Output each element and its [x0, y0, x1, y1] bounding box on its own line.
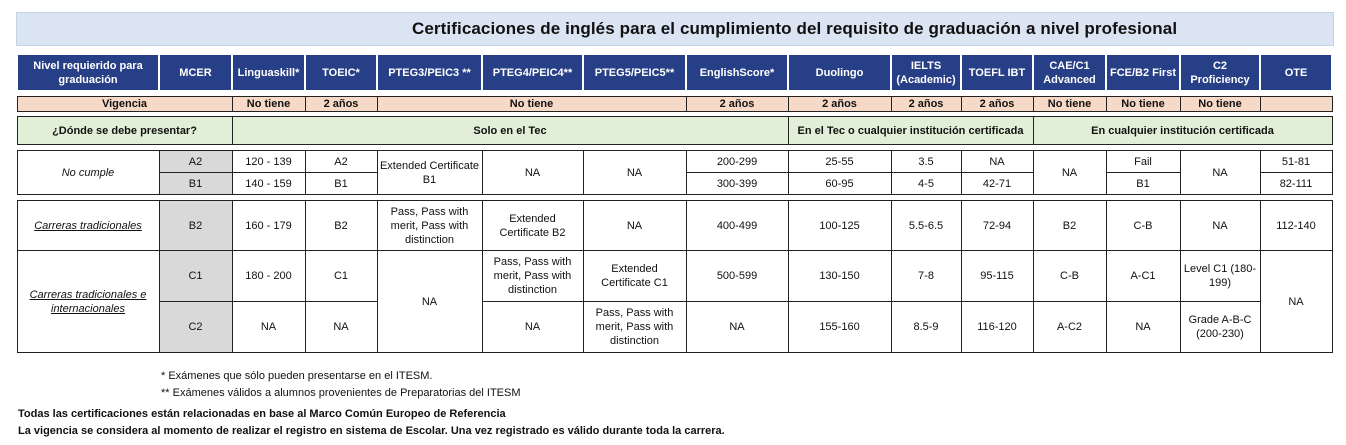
- cell: Extended Certificate B1: [377, 151, 482, 195]
- cell: B1: [1106, 173, 1180, 195]
- cell: 72-94: [961, 201, 1033, 251]
- cell: 3.5: [891, 151, 961, 173]
- vigencia-row: [17, 97, 1332, 112]
- donde-cualquier: En cualquier institución certificada: [1033, 117, 1332, 145]
- cell: A-C2: [1033, 302, 1106, 353]
- vigencia-toefl: 2 años: [961, 97, 1033, 112]
- header-ielts: IELTS (Academic): [891, 54, 961, 91]
- header-englishscore: EnglishScore*: [686, 54, 788, 91]
- cell: NA: [377, 251, 482, 353]
- header-ote: OTE: [1260, 54, 1332, 91]
- cell: 25-55: [788, 151, 891, 173]
- cell: 200-299: [686, 151, 788, 173]
- table-row-a2: [17, 151, 1332, 173]
- vigencia-pte: No tiene: [377, 97, 686, 112]
- header-duolingo: Duolingo: [788, 54, 891, 91]
- cell: 130-150: [788, 251, 891, 302]
- donde-label: ¿Dónde se debe presentar?: [17, 117, 232, 145]
- header-nivel: Nivel requierido para graduación: [17, 54, 159, 91]
- cell: Pass, Pass with merit, Pass with distinction: [482, 251, 583, 302]
- cell: NA: [1180, 201, 1260, 251]
- cell: NA: [1180, 151, 1260, 195]
- cell: Grade A-B-C (200-230): [1180, 302, 1260, 353]
- level-tradicionales-text: Carreras tradicionales: [34, 219, 142, 232]
- header-c2: C2 Proficiency: [1180, 54, 1260, 91]
- cell: NA: [1033, 151, 1106, 195]
- cell: Extended Certificate C1: [583, 251, 686, 302]
- cell: NA: [961, 151, 1033, 173]
- header-toeic: TOEIC*: [305, 54, 377, 91]
- cell: 120 - 139: [232, 151, 305, 173]
- cell: B2: [1033, 201, 1106, 251]
- table-row-b2: [17, 201, 1332, 251]
- vigencia-ote: [1260, 97, 1332, 112]
- cell: Pass, Pass with merit, Pass with distinction: [583, 302, 686, 353]
- cell: NA: [305, 302, 377, 353]
- donde-solo-tec: Solo en el Tec: [232, 117, 788, 145]
- cell: 112-140: [1260, 201, 1332, 251]
- vigencia-label: Vigencia: [17, 97, 232, 112]
- cell: 95-115: [961, 251, 1033, 302]
- cell: 5.5-6.5: [891, 201, 961, 251]
- cell: 60-95: [788, 173, 891, 195]
- vigencia-duolingo: 2 años: [788, 97, 891, 112]
- vigencia-fce: No tiene: [1106, 97, 1180, 112]
- cell: A-C1: [1106, 251, 1180, 302]
- level-internacionales-text: Carreras tradicionales e internacionales: [29, 288, 147, 315]
- header-linguaskill: Linguaskill*: [232, 54, 305, 91]
- header-pteg3: PTEG3/PEIC3 **: [377, 54, 482, 91]
- mcer-b2: B2: [159, 201, 232, 251]
- cell: NA: [686, 302, 788, 353]
- level-tradicionales: [17, 201, 159, 251]
- cell: Level C1 (180-199): [1180, 251, 1260, 302]
- header-fce: FCE/B2 First: [1106, 54, 1180, 91]
- cell: 300-399: [686, 173, 788, 195]
- cell: 140 - 159: [232, 173, 305, 195]
- mcer-a2: A2: [159, 151, 232, 173]
- cell: NA: [1106, 302, 1180, 353]
- cell: B1: [305, 173, 377, 195]
- cell: 82-111: [1260, 173, 1332, 195]
- header-pteg5: PTEG5/PEIC5**: [583, 54, 686, 91]
- cell: 7-8: [891, 251, 961, 302]
- page-title: Certificaciones de inglés para el cumplimiento del requisito de graduación a nivel profesional: [412, 19, 1178, 38]
- donde-row: [17, 117, 1332, 145]
- note-2: ** Exámenes válidos a alumnos provenientes de Preparatorias del ITESM: [161, 387, 521, 399]
- cell: 4-5: [891, 173, 961, 195]
- header-mcer: MCER: [159, 54, 232, 91]
- cell: 42-71: [961, 173, 1033, 195]
- cell: C1: [305, 251, 377, 302]
- vigencia-cae: No tiene: [1033, 97, 1106, 112]
- cell: Pass, Pass with merit, Pass with distinction: [377, 201, 482, 251]
- vigencia-englishscore: 2 años: [686, 97, 788, 112]
- cell: C-B: [1033, 251, 1106, 302]
- level-no-cumple: No cumple: [17, 151, 159, 195]
- header-toefl: TOEFL IBT: [961, 54, 1033, 91]
- footer-2: La vigencia se considera al momento de realizar el registro en sistema de Escolar. Una vez registrado es válido durante toda la carrera.: [18, 425, 725, 437]
- header-pteg4: PTEG4/PEIC4**: [482, 54, 583, 91]
- level-internacionales: [17, 251, 159, 353]
- cell: 160 - 179: [232, 201, 305, 251]
- vigencia-c2: No tiene: [1180, 97, 1260, 112]
- header-row: [17, 54, 1332, 91]
- cell: 116-120: [961, 302, 1033, 353]
- donde-tec-o-cualquier: En el Tec o cualquier institución certificada: [788, 117, 1033, 145]
- cell: Fail: [1106, 151, 1180, 173]
- cell: C-B: [1106, 201, 1180, 251]
- cell: 51-81: [1260, 151, 1332, 173]
- cell: 400-499: [686, 201, 788, 251]
- title-bar: [16, 12, 1334, 46]
- certifications-table: [16, 53, 1333, 353]
- cell: B2: [305, 201, 377, 251]
- vigencia-toeic: 2 años: [305, 97, 377, 112]
- cell: 100-125: [788, 201, 891, 251]
- cell: 8.5-9: [891, 302, 961, 353]
- cell: NA: [1260, 251, 1332, 353]
- cell: 500-599: [686, 251, 788, 302]
- mcer-c2: C2: [159, 302, 232, 353]
- cell: 180 - 200: [232, 251, 305, 302]
- header-cae: CAE/C1 Advanced: [1033, 54, 1106, 91]
- table-row-c1: [17, 251, 1332, 302]
- table-row-c2: [17, 302, 1332, 353]
- cell: 155-160: [788, 302, 891, 353]
- cell: A2: [305, 151, 377, 173]
- cell: Extended Certificate B2: [482, 201, 583, 251]
- vigencia-ielts: 2 años: [891, 97, 961, 112]
- footer-1: Todas las certificaciones están relacionadas en base al Marco Común Europeo de Referencia: [18, 408, 506, 420]
- note-1: * Exámenes que sólo pueden presentarse en el ITESM.: [161, 370, 433, 382]
- mcer-b1: B1: [159, 173, 232, 195]
- cell: NA: [482, 302, 583, 353]
- vigencia-linguaskill: No tiene: [232, 97, 305, 112]
- cell: NA: [232, 302, 305, 353]
- mcer-c1: C1: [159, 251, 232, 302]
- cell: NA: [583, 151, 686, 195]
- cell: NA: [583, 201, 686, 251]
- cell: NA: [482, 151, 583, 195]
